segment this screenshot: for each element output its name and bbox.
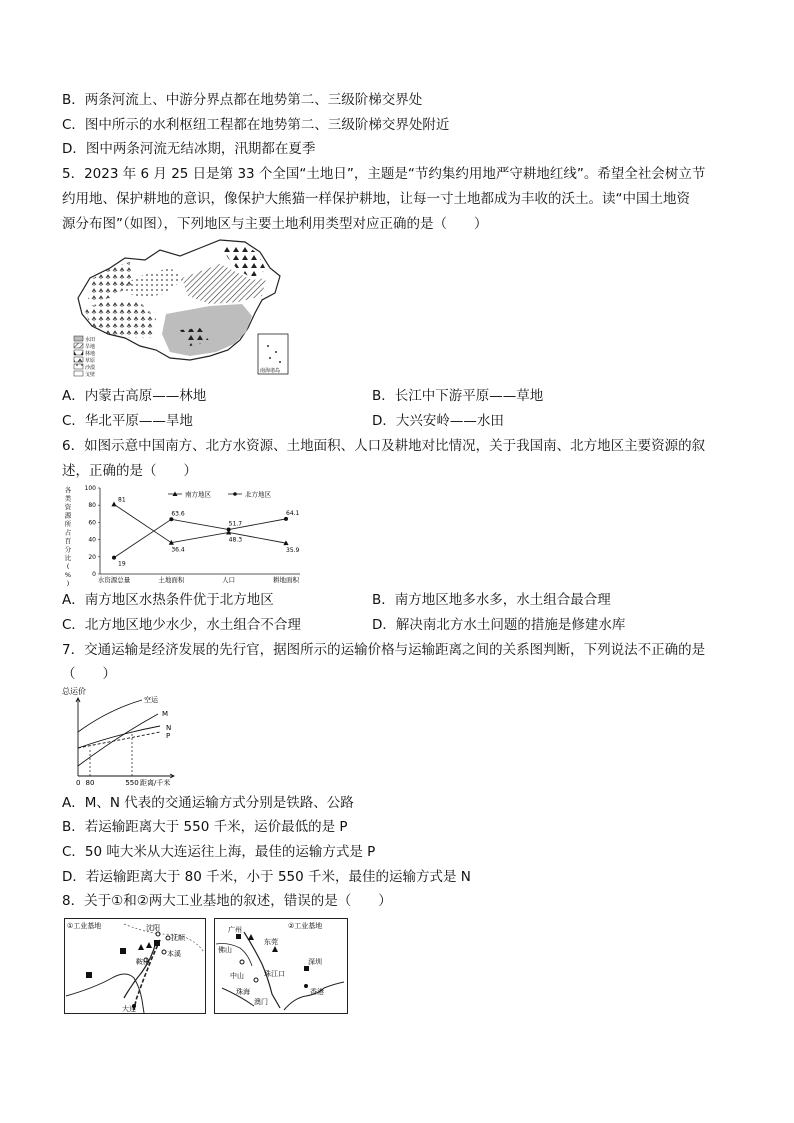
q5-option-a: A．内蒙古高原——林地 xyxy=(62,388,207,404)
y-axis-label-char: % xyxy=(64,571,72,579)
x-tick-label: 0 xyxy=(76,779,81,787)
y-tick-label: 60 xyxy=(88,519,96,527)
q7-option-a: A．M、N 代表的交通运输方式分别是铁路、公路 xyxy=(62,795,354,811)
legend-paddy: 水田 xyxy=(85,337,96,343)
map1-place-shenyang: 沈阳 xyxy=(146,924,160,932)
map2-title: ②工业基地 xyxy=(288,922,323,930)
q5-option-d: D．大兴安岭——水田 xyxy=(372,413,504,429)
y-axis-label-char: 百 xyxy=(64,537,72,545)
south-china-sea-inset xyxy=(258,334,288,374)
y-tick-label: 20 xyxy=(88,553,96,561)
south-data-point xyxy=(111,502,116,507)
q5-stem-line2: 约用地、保护耕地的意识，像保护大熊猫一样保护耕地，让每一寸土地都成为丰收的沃土。读“中国土地资 xyxy=(62,191,690,207)
q4-option-d: D．图中两条河流无结冰期，汛期都在夏季 xyxy=(62,141,316,157)
map1-title: ①工业基地 xyxy=(67,922,102,930)
q8-stem: 8．关于①和②两大工业基地的叙述，错误的是（ ） xyxy=(62,893,392,909)
x-tick-label: 土地面积 xyxy=(158,576,185,584)
map-legend xyxy=(74,336,95,378)
transport-curve-label: P xyxy=(166,732,171,740)
map1-place-fushun: 抚顺 xyxy=(171,934,185,942)
x-tick-label: 耕地面积 xyxy=(273,576,299,584)
map2-place-zhongshan: 中山 xyxy=(230,972,244,980)
x-tick-label: 80 xyxy=(85,779,95,787)
y-axis-label-char: 各 xyxy=(64,486,72,494)
q7-option-c: C．50 吨大米从大连运往上海，最佳的运输方式是 P xyxy=(62,844,376,860)
q6-option-c: C．北方地区地少水少，水土组合不合理 xyxy=(62,617,301,633)
q5-option-c: C．华北平原——旱地 xyxy=(62,413,193,429)
inset-label: 南海诸岛 xyxy=(260,368,281,374)
industrial-base-map-2 xyxy=(214,918,348,1014)
q5-stem-line1: 5．2023 年 6 月 25 日是第 33 个全国“土地日”，主题是“节约集约用地严守耕地红线”。希望全社会树立节 xyxy=(62,166,706,182)
south-data-label: 81 xyxy=(118,496,126,504)
transport-curve-label: 空运 xyxy=(144,696,158,704)
y-axis-label-char: 源 xyxy=(64,511,72,520)
q6-stem-line1: 6．如图示意中国南方、北方水资源、土地面积、人口及耕地对比情况，关于我国南、北方地区主要资源的叙 xyxy=(62,438,706,454)
industrial-base-map-1 xyxy=(64,918,206,1014)
q7-option-d: D．若运输距离大于 80 千米，小于 550 千米，最佳的运输方式是 N xyxy=(62,869,471,885)
y-axis-label-char: ) xyxy=(66,579,70,588)
map2-place-shenzhen: 深圳 xyxy=(308,958,322,966)
map2-place-macau: 澳门 xyxy=(254,998,268,1006)
south-data-label: 36.4 xyxy=(171,546,185,554)
map1-place-benxi: 本溪 xyxy=(167,950,181,958)
legend-forest: 林地 xyxy=(85,351,96,357)
q6-option-d: D．解决南北方水土问题的措施是修建水库 xyxy=(372,617,626,633)
north-data-point xyxy=(112,556,116,560)
y-tick-label: 80 xyxy=(88,502,96,510)
y-axis-label-char: 比 xyxy=(64,554,72,562)
north-data-point xyxy=(284,517,288,521)
legend-marker-circle xyxy=(233,492,237,496)
y-axis-label-char: 占 xyxy=(64,528,72,537)
y-tick-label: 40 xyxy=(88,536,96,544)
north-data-point xyxy=(169,517,173,521)
q4-option-b: B．两条河流上、中游分界点都在地势第二、三级阶梯交界处 xyxy=(62,92,423,108)
transport-cost-chart xyxy=(62,686,192,790)
y-axis-label-char: 分 xyxy=(64,545,72,554)
transport-curve xyxy=(78,700,142,732)
china-land-map xyxy=(70,238,292,380)
y-tick-label: 0 xyxy=(92,571,96,578)
north-data-label: 64.1 xyxy=(286,509,300,517)
map1-place-anshan: 鞍山 xyxy=(136,958,150,966)
legend-desert: 沙漠 xyxy=(85,365,96,371)
y-tick-label: 100 xyxy=(84,485,96,492)
q6-option-a: A．南方地区水热条件优于北方地区 xyxy=(62,592,274,608)
north-data-label: 19 xyxy=(118,560,126,568)
y-axis-label-char: 类 xyxy=(64,494,72,503)
north-data-label: 51.7 xyxy=(228,520,243,528)
south-data-label: 35.9 xyxy=(286,547,300,555)
north-data-point xyxy=(227,528,231,532)
transport-curve-label: N xyxy=(166,724,172,732)
y-axis-label-char: 所 xyxy=(64,520,72,528)
map2-place-guangzhou: 广州 xyxy=(228,926,242,934)
y-axis-label-char: ( xyxy=(66,562,70,571)
x-axis-label: 距离/千米 xyxy=(140,779,171,787)
legend-dryland: 旱地 xyxy=(85,344,96,350)
q5-stem-line3: 源分布图”（如图），下列地区与主要土地利用类型对应正确的是（ ） xyxy=(62,216,488,232)
q6-stem-line2: 述，正确的是（ ） xyxy=(62,463,197,479)
q5-option-b: B．长江中下游平原——草地 xyxy=(372,388,544,404)
map2-place-foshan: 佛山 xyxy=(218,946,232,954)
south-data-label: 48.3 xyxy=(228,536,243,544)
map2-place-zhuhai: 珠海 xyxy=(236,988,250,996)
q7-stem-line1: 7．交通运输是经济发展的先行官，据图所示的运输价格与运输距离之间的关系图判断，下列说法不正确的是 xyxy=(62,642,706,658)
q6-option-b: B．南方地区地多水多，水土组合最合理 xyxy=(372,592,611,608)
transport-curve xyxy=(78,732,160,748)
x-tick-label: 水资源总量 xyxy=(97,576,131,584)
legend-grassland: 草原 xyxy=(85,358,96,364)
legend-label: 南方地区 xyxy=(185,490,211,499)
y-axis-label: 总运价 xyxy=(62,687,86,696)
x-tick-label: 人口 xyxy=(222,576,236,584)
map2-place-pearl-estuary: 珠江口 xyxy=(264,970,285,978)
north-data-label: 63.6 xyxy=(171,510,185,518)
y-axis-label-char: 资 xyxy=(64,503,72,511)
legend-gobi: 戈壁 xyxy=(85,372,96,378)
x-tick-label: 550 xyxy=(125,779,139,787)
transport-curve-label: M xyxy=(162,710,169,718)
map2-place-hongkong: 香港 xyxy=(310,988,324,996)
resource-comparison-chart xyxy=(60,482,306,590)
map2-place-dongguan: 东莞 xyxy=(264,938,278,946)
map1-place-dalian: 大连 xyxy=(122,1005,136,1013)
q4-option-c: C．图中所示的水利枢纽工程都在地势第二、三级阶梯交界处附近 xyxy=(62,117,450,133)
q7-stem-line2: （ ） xyxy=(62,666,116,682)
legend-label: 北方地区 xyxy=(245,490,271,499)
q7-option-b: B．若运输距离大于 550 千米，运价最低的是 P xyxy=(62,819,348,835)
